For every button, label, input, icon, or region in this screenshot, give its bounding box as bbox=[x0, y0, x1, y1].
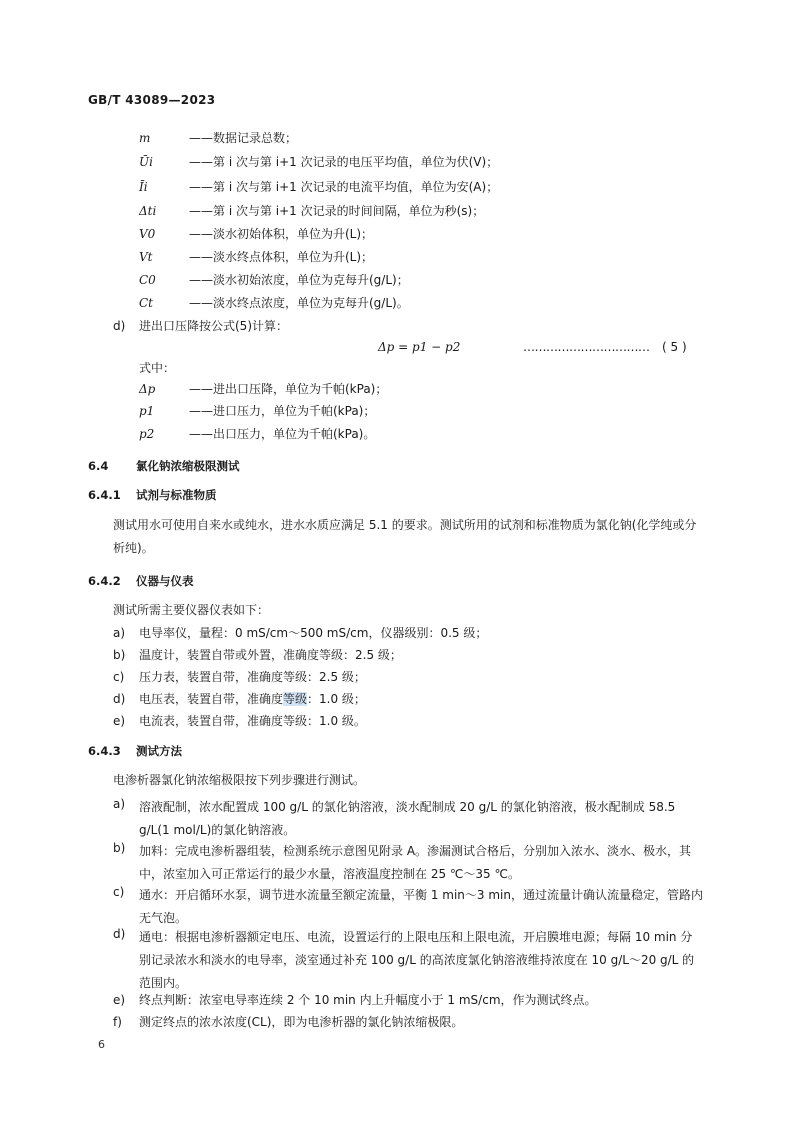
formula-expression: Δp = p1 − p2 bbox=[378, 340, 461, 354]
list-label: b) bbox=[113, 648, 126, 662]
list-label: f) bbox=[113, 1015, 122, 1029]
paragraph: 电渗析器氯化钠浓缩极限按下列步骤进行测试。 bbox=[113, 773, 366, 787]
section-heading: 6.4.3 测试方法 bbox=[88, 744, 182, 758]
formula-leader-dots: …………………………… bbox=[523, 340, 650, 354]
where-label: 式中： bbox=[139, 361, 176, 375]
list-text: 压力表，装置自带，准确度等级：2.5 级； bbox=[139, 670, 366, 684]
symbol-row: C0 ——淡水初始浓度，单位为克每升(g/L)； bbox=[139, 273, 409, 287]
list-text: 终点判断：浓室电导率连续 2 个 10 min 内上升幅度小于 1 mS/cm，作为测试终点。 bbox=[139, 993, 597, 1007]
list-text: 溶液配制，浓水配置成 100 g/L 的氯化钠溶液，淡水配制成 20 g/L 的氯化钠溶液，极水配制成 58.5 g/L(1 mol/L)的氯化钠溶液。 bbox=[139, 800, 676, 837]
list-label: c) bbox=[113, 885, 125, 899]
list-label: d) bbox=[113, 319, 126, 333]
list-text: 电流表，装置自带，准确度等级：1.0 级。 bbox=[139, 714, 366, 728]
symbol-row: Ct ——淡水终点浓度，单位为克每升(g/L)。 bbox=[139, 296, 409, 310]
symbol-row: p1 ——进口压力，单位为千帕(kPa)； bbox=[139, 404, 376, 418]
list-text: 通水：开启循环水泵，调节进水流量至额定流量，平衡 1 min～3 min，通过流量计确认流量稳定，管路内无气泡。 bbox=[139, 888, 703, 925]
list-label: e) bbox=[113, 993, 126, 1007]
list-label: d) bbox=[113, 692, 126, 706]
symbol-row: m ——数据记录总数； bbox=[139, 131, 298, 145]
symbol-row: Δp ——进出口压降，单位为千帕(kPa)； bbox=[139, 382, 388, 396]
text-selection-highlight[interactable]: 等级 bbox=[283, 692, 308, 706]
paragraph: 测试所需主要仪器仪表如下： bbox=[113, 603, 270, 617]
list-label: a) bbox=[113, 797, 126, 811]
section-heading: 6.4.1 试剂与标准物质 bbox=[88, 488, 217, 502]
formula-number: ( 5 ) bbox=[662, 340, 687, 354]
list-text: 加料：完成电渗析器组装，检测系统示意图见附录 A。渗漏测试合格后，分别加入浓水、淡水、极水，其中，浓室加入可正常运行的最少水量，溶液温度控制在 25 ℃～35 ℃。 bbox=[139, 844, 692, 881]
list-text: 电导率仪，量程：0 mS/cm～500 mS/cm，仪器级别：0.5 级； bbox=[139, 626, 488, 640]
section-heading: 6.4.2 仪器与仪表 bbox=[88, 574, 194, 588]
page-number: 6 bbox=[98, 1038, 105, 1051]
symbol-row: Īi ——第 i 次与第 i+1 次记录的电流平均值，单位为安(A)； bbox=[139, 180, 499, 194]
list-label: a) bbox=[113, 626, 126, 640]
list-label: b) bbox=[113, 841, 126, 855]
symbol-row: p2 ——出口压力，单位为千帕(kPa)。 bbox=[139, 427, 376, 441]
list-text: 温度计，装置自带或外置，准确度等级：2.5 级； bbox=[139, 648, 402, 662]
symbol-row: Vt ——淡水终点体积，单位为升(L)； bbox=[139, 250, 374, 264]
list-text: 测定终点的浓水浓度(CL)，即为电渗析器的氯化钠浓缩极限。 bbox=[139, 1015, 464, 1029]
list-label: e) bbox=[113, 714, 126, 728]
section-heading: 6.4 氯化钠浓缩极限测试 bbox=[88, 459, 240, 473]
list-label: c) bbox=[113, 670, 125, 684]
list-label: d) bbox=[113, 927, 126, 941]
standard-code: GB/T 43089—2023 bbox=[88, 93, 216, 107]
symbol-row: Δti ——第 i 次与第 i+1 次记录的时间间隔，单位为秒(s)； bbox=[139, 204, 485, 218]
paragraph: 测试用水可使用自来水或纯水，进水水质应满足 5.1 的要求。测试所用的试剂和标准物质为氯化钠(化学纯或分析纯)。 bbox=[113, 518, 697, 555]
list-text: 进出口压降按公式(5)计算： bbox=[139, 319, 288, 333]
symbol-row: V0 ——淡水初始体积，单位为升(L)； bbox=[139, 227, 374, 241]
list-text: 电压表，装置自带，准确度等级：1.0 级； bbox=[139, 692, 366, 706]
list-text: 通电：根据电渗析器额定电压、电流，设置运行的上限电压和上限电流，开启膜堆电源；每隔 10 min 分别记录浓水和淡水的电导率，淡室通过补充 100 g/L 的高浓度氯化钠溶液维持浓度在 10 g/L～20 g/L 的范围内。 bbox=[139, 930, 695, 990]
symbol-row: Ūi ——第 i 次与第 i+1 次记录的电压平均值，单位为伏(V)； bbox=[139, 155, 499, 169]
